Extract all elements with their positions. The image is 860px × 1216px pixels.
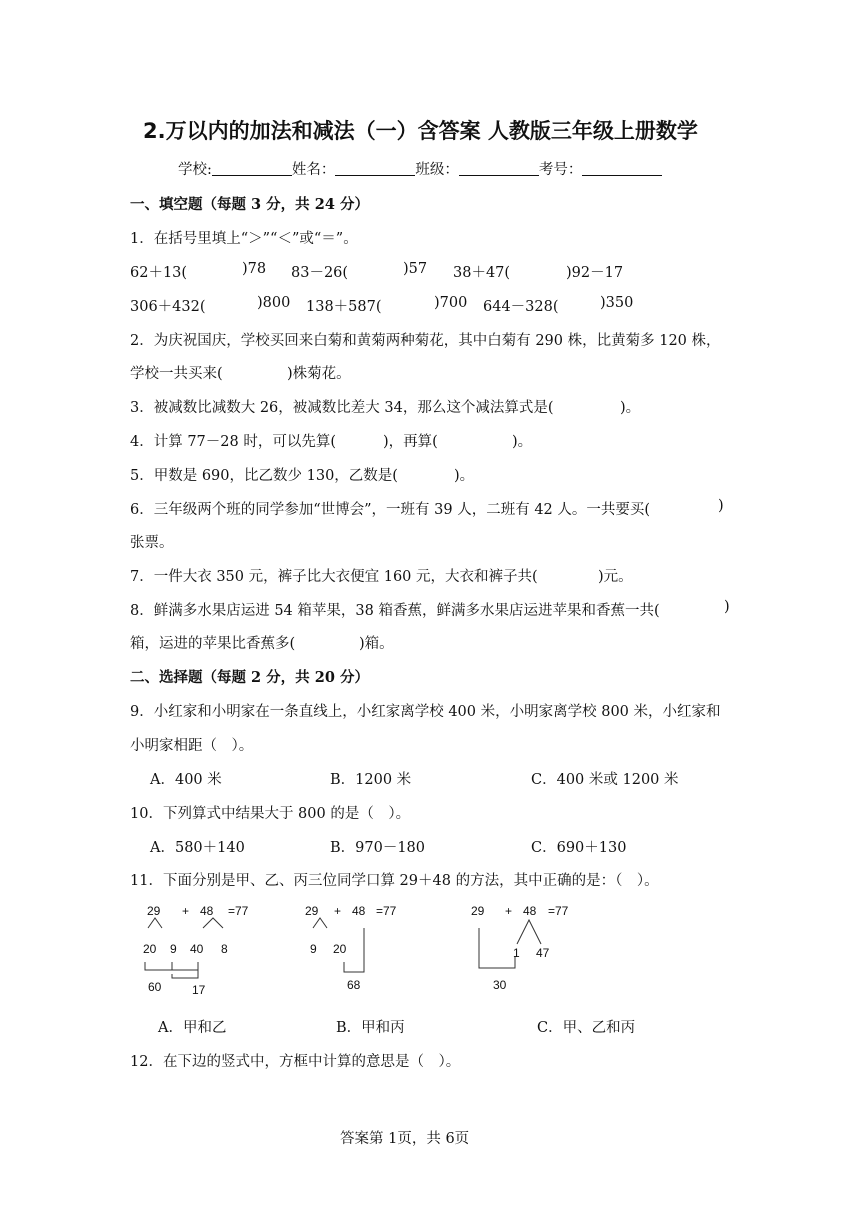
q9-option-c[interactable]: C．400 米或 1200 米 [531,772,679,788]
d1-top-plus: + [182,904,190,918]
q1-row1-item1b: )78 [242,261,267,277]
exam-no-label: 考号： [538,162,583,178]
d2-sum-68: 68 [347,978,361,992]
student-info-line [178,158,662,179]
q8-text: 8．鲜满多水果店运进 54 箱苹果，38 箱香蕉，鲜满多水果店运进苹果和香蕉一共( [130,603,660,619]
school-field[interactable] [212,161,292,176]
q11-option-a[interactable]: A．甲和乙 [158,1020,227,1036]
q2-line2b: )株菊花。 [287,366,351,382]
q12-text: 12．在下边的竖式中，方框中计算的意思是（ ）。 [130,1054,461,1070]
q7-text: 7．一件大衣 350 元，裤子比大衣便宜 160 元，大衣和裤子共( [130,569,538,585]
q6-line2: 张票。 [130,535,174,551]
q11-text: 11．下面分别是甲、乙、丙三位同学口算 29＋48 的方法，其中正确的是：（ ）。 [130,873,659,889]
d2-top-29: 29 [305,904,319,918]
q1-row1-item3a: 38＋47( [453,265,511,281]
q6-text: 6．三年级两个班的同学参加“世博会”，一班有 39 人，二班有 42 人。一共要买( [130,502,651,518]
q1-row2-item1a: 306＋432( [130,299,206,315]
q1-row2-item2b: )700 [434,295,468,311]
d1-sum-17: 17 [192,983,206,997]
d1-top-result: =77 [228,904,249,918]
q1-text: 1．在括号里填上“＞”“＜”或“＝”。 [130,231,358,247]
section2-heading: 二、选择题（每题 2 分，共 20 分） [130,669,369,686]
q1-row2-item3a: 644－328( [483,299,559,315]
d1-part-40: 40 [190,942,204,956]
q6-paren: ) [718,498,724,514]
q1-row1-item2a: 83－26( [291,265,349,281]
q1-row1-item2b: )57 [403,261,428,277]
d3-part-1: 1 [513,946,520,960]
q11-option-c[interactable]: C．甲、乙和丙 [537,1020,636,1036]
q9-line1: 9．小红家和小明家在一条直线上，小红家离学校 400 米，小明家离学校 800 米，小红家和 [130,704,721,720]
d1-top-29: 29 [147,904,161,918]
q2-line2a: 学校一共买来( [130,366,223,382]
d3-part-47: 47 [536,946,550,960]
q4-text: 4．计算 77－28 时，可以先算( [130,434,337,450]
q9-option-b[interactable]: B．1200 米 [330,772,412,788]
page-footer: 答案第 1页，共 6页 [340,1131,470,1147]
page-title: 2.万以内的加法和减法（一）含答案 人教版三年级上册数学 [143,119,698,143]
q1-row2-item3b: )350 [600,295,634,311]
name-field[interactable] [335,161,415,176]
class-field[interactable] [459,161,539,176]
q11-option-b[interactable]: B．甲和丙 [336,1020,405,1036]
q10-text: 10．下列算式中结果大于 800 的是（ ）。 [130,806,411,822]
d3-top-48: 48 [523,904,537,918]
q8-paren: ) [724,599,730,615]
q5-text: 5．甲数是 690，比乙数少 130，乙数是( [130,468,398,484]
d2-part-9: 9 [310,942,317,956]
d2-top-48: 48 [352,904,366,918]
exam-no-field[interactable] [582,161,662,176]
d1-part-8: 8 [221,942,228,956]
q9-option-a[interactable]: A．400 米 [150,772,222,788]
d3-top-29: 29 [471,904,485,918]
class-label: 班级： [415,162,459,178]
d2-top-plus: + [334,904,342,918]
d1-top-48: 48 [200,904,214,918]
d1-sum-60: 60 [148,980,162,994]
q7-end: )元。 [598,569,633,585]
q1-row1-item1a: 62＋13( [130,265,188,281]
section1-heading: 一、填空题（每题 3 分，共 24 分） [130,196,369,213]
q8-line2a: 箱，运进的苹果比香蕉多( [130,636,296,652]
q10-option-c[interactable]: C．690＋130 [531,840,627,856]
name-label: 姓名： [291,162,336,178]
d1-part-20: 20 [143,942,157,956]
q10-option-a[interactable]: A．580＋140 [150,840,245,856]
q1-row1-item3b: )92－17 [566,265,624,281]
q8-line2b: )箱。 [359,636,394,652]
q2-line1: 2．为庆祝国庆，学校买回来白菊和黄菊两种菊花，其中白菊有 290 株，比黄菊多 120 株， [130,333,721,349]
d3-top-result: =77 [548,904,569,918]
q4-end: )。 [512,434,533,450]
d3-top-plus: + [505,904,513,918]
school-label: 学校: [178,162,212,178]
d3-sum-30: 30 [493,978,507,992]
q3-text: 3．被减数比减数大 26，被减数比差大 34，那么这个减法算式是( [130,400,554,416]
d2-part-20: 20 [333,942,347,956]
q3-end: )。 [620,400,641,416]
d2-top-result: =77 [376,904,397,918]
q4-mid: )，再算( [383,434,438,450]
q9-line2: 小明家相距（ ）。 [130,738,254,754]
q1-row2-item2a: 138＋587( [306,299,382,315]
q10-option-b[interactable]: B．970－180 [330,840,426,856]
d1-part-9: 9 [170,942,177,956]
q1-row2-item1b: )800 [257,295,291,311]
q5-end: )。 [454,468,475,484]
